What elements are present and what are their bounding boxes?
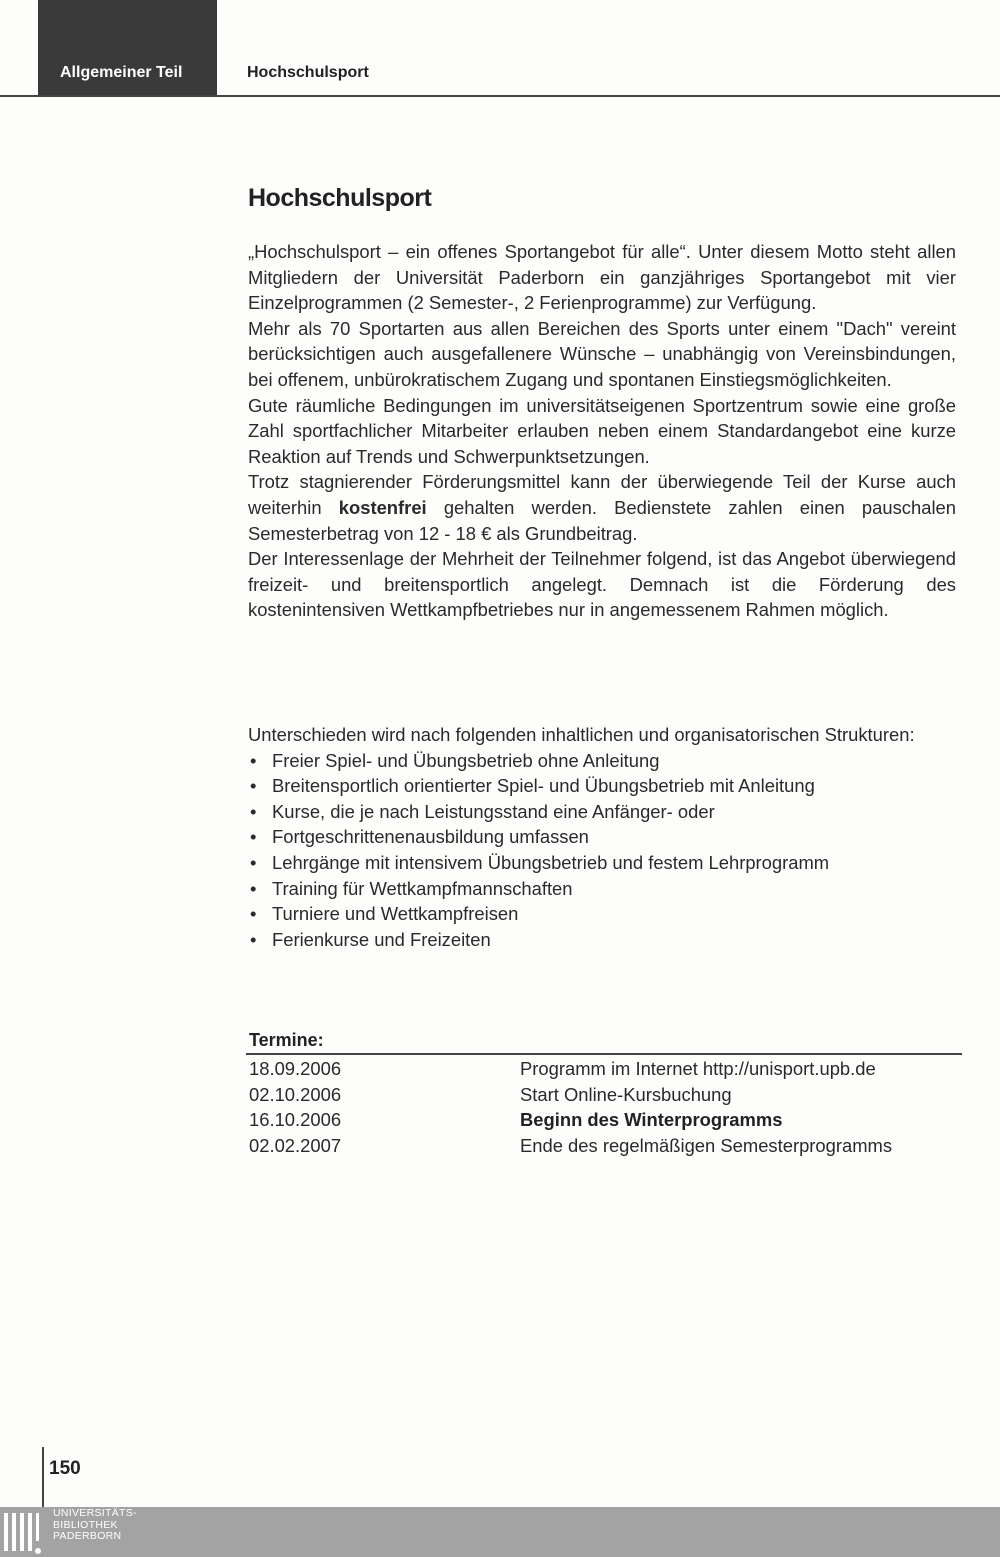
structures-list <box>248 748 928 953</box>
table-row <box>249 1056 892 1082</box>
library-logo-icon <box>0 1507 52 1557</box>
event-cell: Ende des regelmäßigen Semesterprogramms <box>520 1134 893 1156</box>
list-item: • Kurse, die je nach Leistungsstand eine Anfänger- oder <box>248 799 928 825</box>
event-cell: Programm im Internet http://unisport.upb.de <box>520 1058 876 1079</box>
list-item: • Ferienkurse und Freizeiten <box>248 927 928 953</box>
list-item: • Breitensportlich orientierter Spiel- und Übungsbetrieb mit Anleitung <box>248 773 928 799</box>
fees-text-before: Trotz stagnierender Förderungsmittel kann der überwiegende Teil der Kurse auch weiterhin <box>248 471 956 518</box>
paragraph-interests: Der Interessenlage der Mehrheit der Teilnehmer folgend, ist das Angebot überwiegend freizeit- und breitensportlich angelegt. Demnach ist die Förderung des kostenintensiven Wettkampfbetriebes nur in angemessenem Rahmen möglich. <box>248 548 956 621</box>
structures-intro: Unterschieden wird nach folgenden inhaltlichen und organisatorischen Strukturen: <box>248 724 915 745</box>
paragraph-motto: „Hochschulsport – ein offenes Sportangebot für alle“. Unter diesem Motto steht allen Mitgliedern der Universität Paderborn ein ganzjähriges Sportangebot mit vier Einzelprogrammen (2 Semester-, 2 Ferienprogramme) zur Verfügung. <box>248 241 956 314</box>
table-row <box>249 1133 892 1159</box>
dates-divider <box>246 1053 962 1055</box>
date-cell: 18.09.2006 <box>249 1058 342 1079</box>
date-cell: 02.02.2007 <box>249 1134 342 1156</box>
list-item: • Lehrgänge mit intensivem Übungsbetrieb und festem Lehrprogramm <box>248 850 928 876</box>
event-cell: Start Online-Kursbuchung <box>520 1083 732 1105</box>
paragraph-facilities: Gute räumliche Bedingungen im universitätseigenen Sportzentrum sowie eine große Zahl sportfachlicher Mitarbeiter erlauben neben einem Standardangebot eine kurze Reaktion auf Trends und Schwerpunktsetzungen. <box>248 394 956 467</box>
table-row <box>249 1082 892 1108</box>
list-item: • Fortgeschrittenenausbildung umfassen <box>248 824 928 850</box>
library-name-line: BIBLIOTHEK <box>53 1518 118 1531</box>
table-row <box>249 1107 892 1133</box>
paragraph-sports-offer: Mehr als 70 Sportarten aus allen Bereichen des Sports unter einem "Dach" vereint berücksichtigen auch ausgefallenere Wünsche – unabhängig von Vereinsbindungen, bei offenem, unbürokratischem Zugang und spontanen Einstiegsmöglichkeiten. <box>248 317 956 390</box>
date-cell: 02.10.2006 <box>249 1083 342 1105</box>
section-label: Allgemeiner Teil <box>60 64 183 81</box>
footer-band <box>0 1507 1000 1557</box>
page-title: Hochschulsport <box>248 184 432 212</box>
dates-table <box>249 1056 892 1158</box>
date-cell: 16.10.2006 <box>249 1109 342 1131</box>
section-tab <box>38 0 217 96</box>
page-number: 150 <box>49 1458 81 1479</box>
running-header-topic: Hochschulsport <box>247 64 369 81</box>
library-name-line: PADERBORN <box>53 1530 122 1542</box>
paragraph-fees <box>248 469 956 546</box>
page-number-rule <box>42 1447 44 1507</box>
intro-text <box>248 239 956 623</box>
library-name-line: UNIVERSITÄTS- <box>53 1507 137 1519</box>
list-item: • Freier Spiel- und Übungsbetrieb ohne Anleitung <box>248 748 928 774</box>
structures-section <box>248 722 928 952</box>
fees-text-after: gehalten werden. Bedienstete zahlen einen pauschalen Semesterbetrag von 12 - 18 € als Grundbeitrag. <box>248 496 956 544</box>
library-name <box>53 1508 137 1543</box>
list-item: • Training für Wettkampfmannschaften <box>248 876 928 902</box>
free-of-charge-highlight: kostenfrei <box>338 496 427 518</box>
event-cell: Beginn des Winterprogramms <box>520 1109 783 1131</box>
header-divider <box>0 95 1000 97</box>
dates-heading: Termine: <box>249 1030 324 1050</box>
list-item: • Turniere und Wettkampfreisen <box>248 901 928 927</box>
